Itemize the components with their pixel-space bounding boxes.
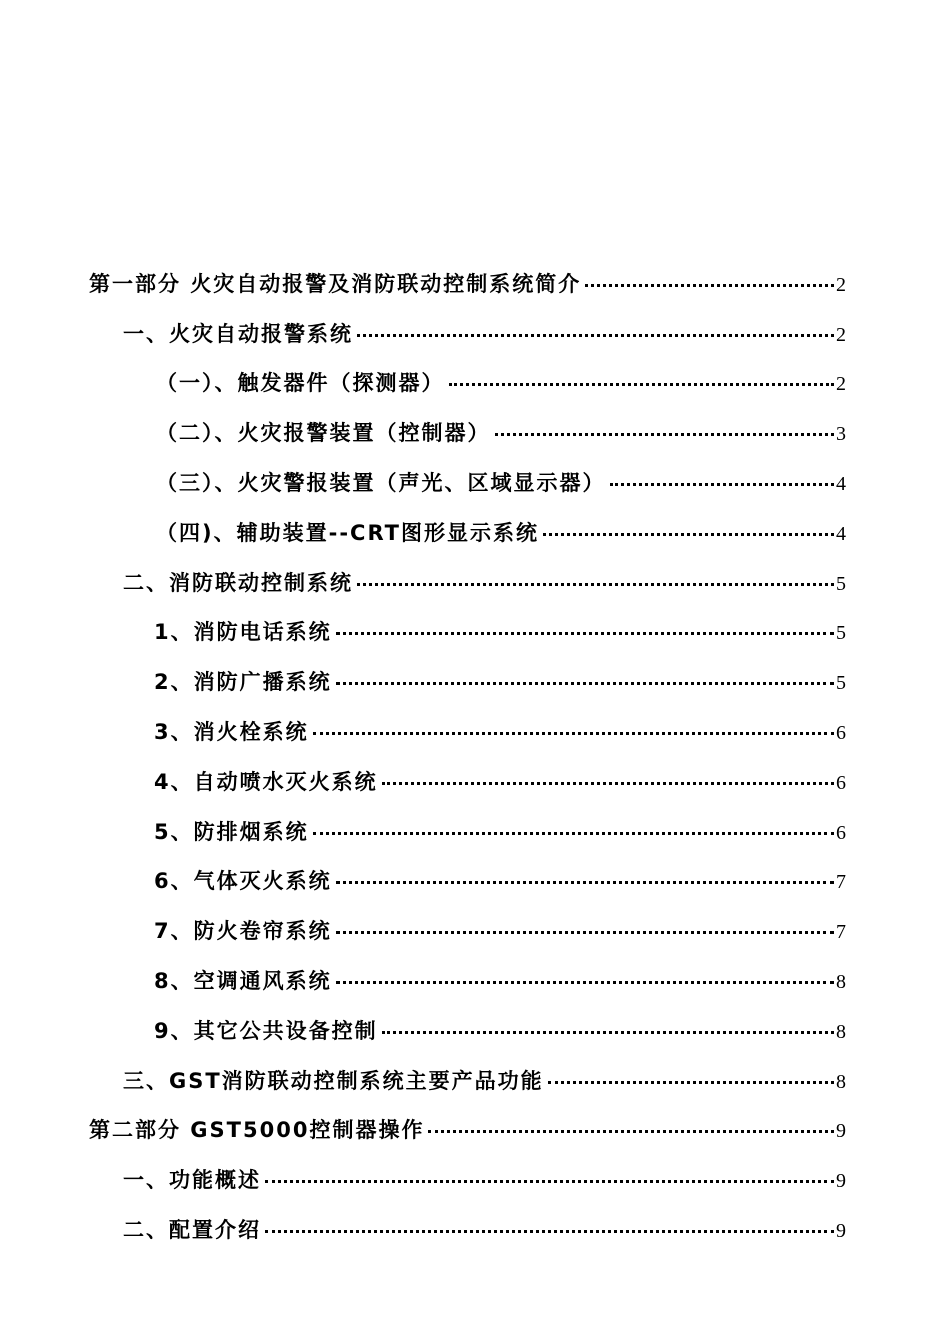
toc-entry-item[interactable] xyxy=(0,806,950,856)
toc-entry-item[interactable] xyxy=(0,905,950,955)
toc-entry-title: 三、GST消防联动控制系统主要产品功能 xyxy=(123,1068,544,1093)
toc-entry-part-2[interactable] xyxy=(0,1105,950,1155)
toc-entry-subsection[interactable] xyxy=(0,507,950,557)
toc-entry-subsection[interactable] xyxy=(0,457,950,507)
toc-entry-page: 3 xyxy=(836,423,846,446)
toc-entry-page: 9 xyxy=(836,1170,846,1193)
toc-entry-title: 2、消防广播系统 xyxy=(154,670,332,695)
toc-entry-page: 2 xyxy=(836,373,846,396)
dot-leader xyxy=(449,383,835,386)
dot-leader xyxy=(382,1031,834,1034)
dot-leader xyxy=(336,632,834,635)
toc-entry-page: 9 xyxy=(836,1120,846,1143)
toc-entry-title: 一、功能概述 xyxy=(123,1168,261,1193)
dot-leader xyxy=(548,1081,834,1084)
toc-entry-section-3[interactable] xyxy=(0,1055,950,1105)
toc-entry-title: 7、防火卷帘系统 xyxy=(154,919,332,944)
toc-entry-page: 7 xyxy=(836,921,846,944)
dot-leader xyxy=(428,1130,834,1133)
toc-entry-title: 第一部分 火灾自动报警及消防联动控制系统简介 xyxy=(89,271,582,296)
dot-leader xyxy=(357,583,834,586)
toc-entry-page: 5 xyxy=(836,672,846,695)
toc-entry-section-2[interactable] xyxy=(0,557,950,607)
toc-entry-item[interactable] xyxy=(0,756,950,806)
toc-entry-title: （三）、火灾警报装置（声光、区域显示器） xyxy=(156,471,606,496)
toc-entry-title: 5、防排烟系统 xyxy=(154,819,309,844)
toc-entry-title: 9、其它公共设备控制 xyxy=(154,1018,378,1043)
toc-entry-page: 9 xyxy=(836,1220,846,1243)
toc-entry-title: 6、气体灭火系统 xyxy=(154,869,332,894)
dot-leader xyxy=(336,682,834,685)
toc-entry-page: 2 xyxy=(836,323,846,346)
dot-leader xyxy=(610,483,835,486)
dot-leader xyxy=(336,881,834,884)
dot-leader xyxy=(265,1230,834,1233)
toc-entry-page: 8 xyxy=(836,971,846,994)
dot-leader xyxy=(585,284,834,287)
toc-entry-title: 3、消火栓系统 xyxy=(154,720,309,745)
toc-entry-title: 二、消防联动控制系统 xyxy=(123,570,353,595)
table-of-contents xyxy=(0,258,950,1254)
toc-entry-page: 4 xyxy=(836,473,846,496)
toc-entry-title: 1、消防电话系统 xyxy=(154,620,332,645)
toc-entry-title: 第二部分 GST5000控制器操作 xyxy=(89,1118,425,1143)
toc-entry-item[interactable] xyxy=(0,607,950,657)
toc-entry-page: 5 xyxy=(836,622,846,645)
toc-entry-page: 2 xyxy=(836,273,846,296)
toc-entry-title: （四)、辅助装置--CRT图形显示系统 xyxy=(156,520,539,545)
toc-entry-section-1[interactable] xyxy=(0,1154,950,1204)
toc-entry-page: 6 xyxy=(836,771,846,794)
toc-entry-item[interactable] xyxy=(0,656,950,706)
toc-entry-title: （一）、触发器件（探测器） xyxy=(156,371,445,396)
dot-leader xyxy=(495,433,835,436)
dot-leader xyxy=(313,732,834,735)
toc-entry-title: 8、空调通风系统 xyxy=(154,969,332,994)
toc-entry-page: 6 xyxy=(836,821,846,844)
toc-entry-title: 4、自动喷水灭火系统 xyxy=(154,769,378,794)
dot-leader xyxy=(357,334,834,337)
toc-entry-title: 二、配置介绍 xyxy=(123,1218,261,1243)
dot-leader xyxy=(313,832,834,835)
toc-entry-item[interactable] xyxy=(0,706,950,756)
toc-entry-section-2[interactable] xyxy=(0,1204,950,1254)
toc-entry-page: 6 xyxy=(836,722,846,745)
toc-entry-item[interactable] xyxy=(0,1005,950,1055)
dot-leader xyxy=(265,1180,834,1183)
toc-entry-item[interactable] xyxy=(0,955,950,1005)
toc-entry-section-1[interactable] xyxy=(0,308,950,358)
toc-entry-page: 7 xyxy=(836,871,846,894)
toc-entry-title: 一、火灾自动报警系统 xyxy=(123,321,353,346)
toc-entry-part-1[interactable] xyxy=(0,258,950,308)
dot-leader xyxy=(336,931,834,934)
toc-entry-title: （二）、火灾报警装置（控制器） xyxy=(156,421,491,446)
toc-entry-page: 8 xyxy=(836,1020,846,1043)
toc-entry-page: 4 xyxy=(836,522,846,545)
toc-entry-subsection[interactable] xyxy=(0,407,950,457)
toc-entry-item[interactable] xyxy=(0,856,950,906)
toc-entry-page: 5 xyxy=(836,572,846,595)
toc-entry-page: 8 xyxy=(836,1070,846,1093)
dot-leader xyxy=(336,981,834,984)
toc-entry-subsection[interactable] xyxy=(0,358,950,408)
dot-leader xyxy=(543,533,834,536)
dot-leader xyxy=(382,782,834,785)
